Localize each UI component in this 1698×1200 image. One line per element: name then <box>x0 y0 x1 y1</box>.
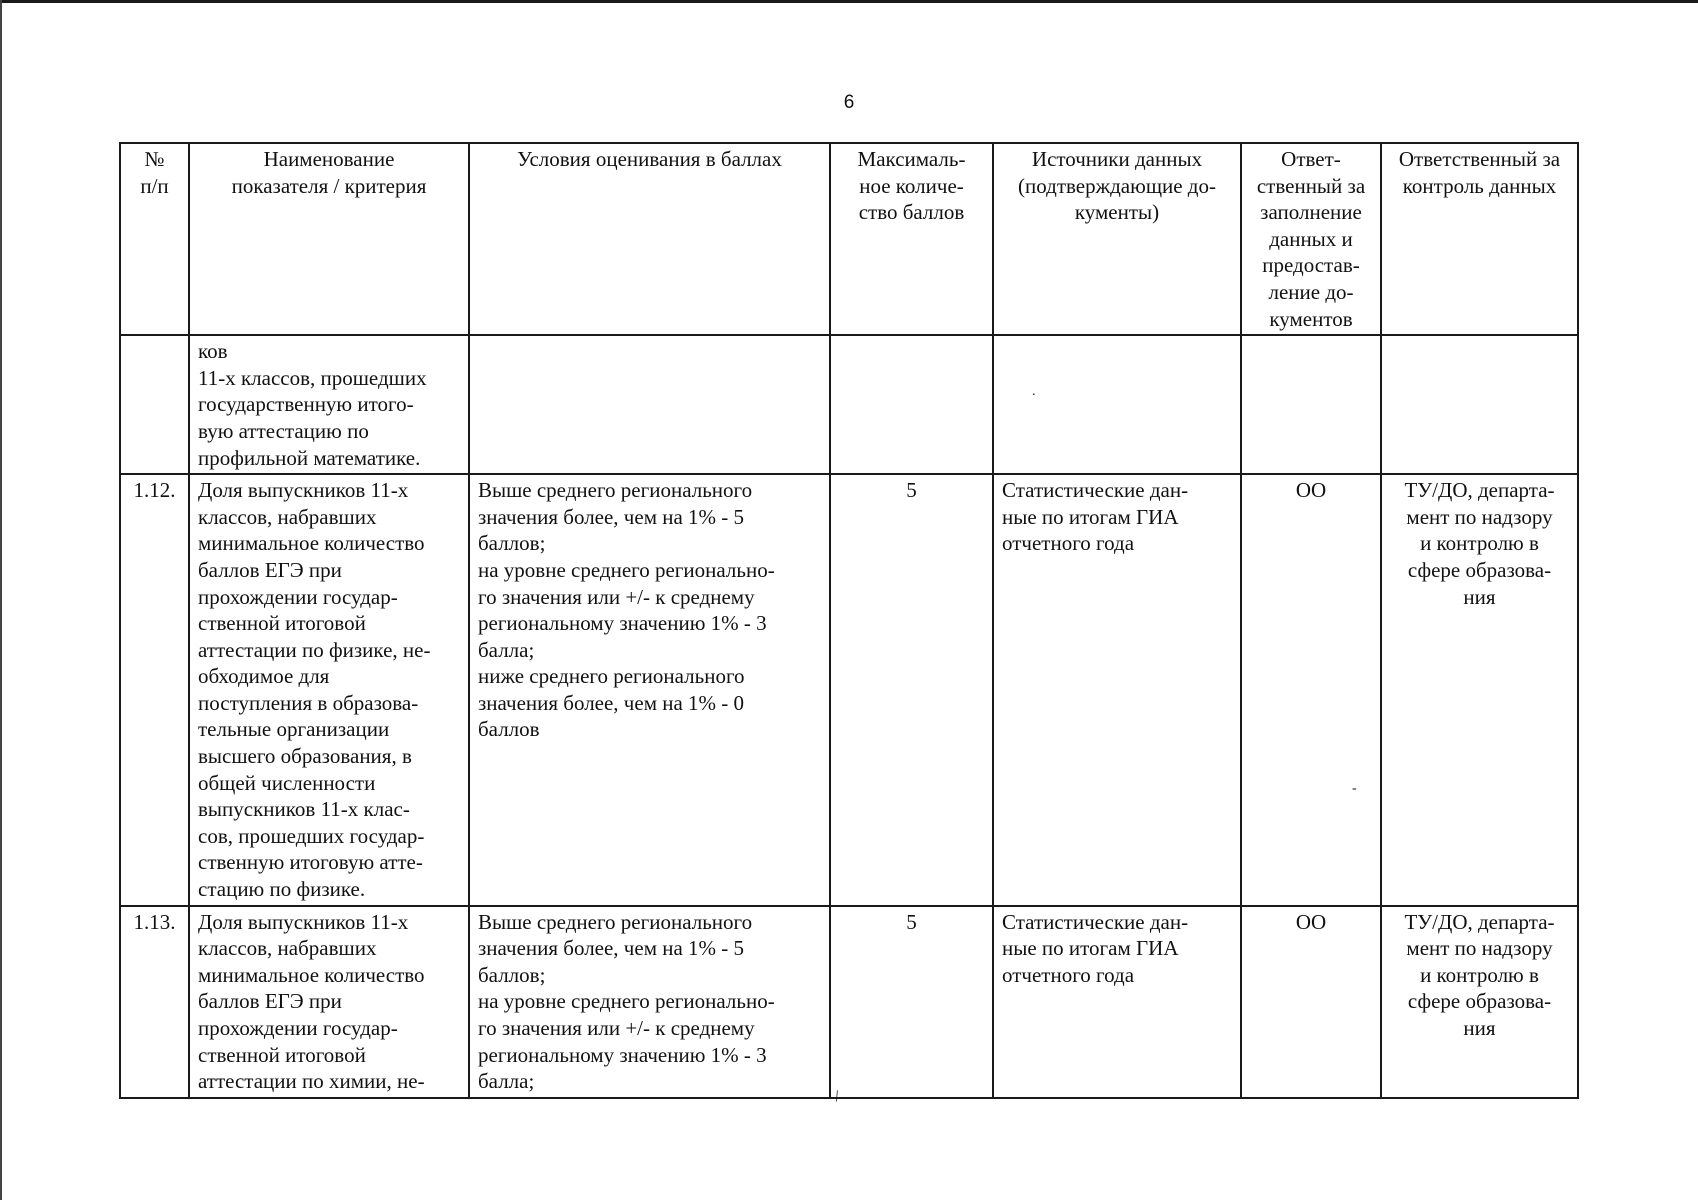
header-conditions: Условия оценивания в баллах <box>469 143 830 335</box>
scan-speck: . <box>1032 384 1036 399</box>
header-max-score: Максималь- ное количе- ство баллов <box>830 143 993 335</box>
cell-responsible-fill <box>1241 335 1381 474</box>
cell-indicator-name: ков 11-х классов, прошедших государственную итого- вую аттестацию по профильной математике. <box>189 335 469 474</box>
cell-responsible-control: ТУ/ДО, департа- мент по надзору и контролю в сфере образова- ния <box>1381 906 1578 1098</box>
scan-speck: - <box>1352 781 1357 796</box>
cell-max-score: 5 <box>830 474 993 906</box>
header-number: № п/п <box>120 143 189 335</box>
table-row <box>120 335 1578 474</box>
header-data-sources: Источники данных (подтверждающие до- кументы) <box>993 143 1241 335</box>
page-number: 6 <box>843 92 855 113</box>
header-responsible-fill: Ответ- ственный за заполнение данных и предостав- ление до- кументов <box>1241 143 1381 335</box>
cell-number: 1.13. <box>120 906 189 1098</box>
cell-data-sources <box>993 335 1241 474</box>
cell-data-sources: Статистические дан- ные по итогам ГИА отчетного года <box>993 906 1241 1098</box>
cell-conditions: Выше среднего регионального значения более, чем на 1% - 5 баллов; на уровне среднего регионально- го значения или +/- к среднему региональному значению 1% - 3 балла; ниже среднего регионального значения более, чем на 1% - 0 баллов <box>469 474 830 906</box>
cell-indicator-name: Доля выпускников 11-х классов, набравших минимальное количество баллов ЕГЭ при прохождении государ- ственной итоговой аттестации по физике, не- обходимое для поступления в образова- тельные организации высшего образования, в общей численности выпускников 11-х клас- сов, прошедших государ- ственную итоговую атте- стацию по физике. <box>189 474 469 906</box>
cell-responsible-control: ТУ/ДО, департа- мент по надзору и контролю в сфере образова- ния <box>1381 474 1578 906</box>
cell-conditions: Выше среднего регионального значения более, чем на 1% - 5 баллов; на уровне среднего регионально- го значения или +/- к среднему региональному значению 1% - 3 балла; <box>469 906 830 1098</box>
cell-indicator-name: Доля выпускников 11-х классов, набравших минимальное количество баллов ЕГЭ при прохождении государ- ственной итоговой аттестации по химии, не- <box>189 906 469 1098</box>
cell-responsible-fill: ОО <box>1241 474 1381 906</box>
page-top-edge <box>0 0 1698 3</box>
table-row <box>120 906 1578 1098</box>
header-indicator-name: Наименование показателя / критерия <box>189 143 469 335</box>
scan-speck: / <box>832 1087 842 1106</box>
cell-responsible-fill: ОО <box>1241 906 1381 1098</box>
table-header-row <box>120 143 1578 335</box>
cell-conditions <box>469 335 830 474</box>
cell-number: 1.12. <box>120 474 189 906</box>
cell-max-score <box>830 335 993 474</box>
page-left-edge <box>0 0 2 1200</box>
cell-number <box>120 335 189 474</box>
cell-responsible-control <box>1381 335 1578 474</box>
cell-max-score: 5 <box>830 906 993 1098</box>
header-responsible-control: Ответственный за контроль данных <box>1381 143 1578 335</box>
table-row <box>120 474 1578 906</box>
criteria-table <box>119 142 1579 1099</box>
cell-data-sources: Статистические дан- ные по итогам ГИА отчетного года <box>993 474 1241 906</box>
